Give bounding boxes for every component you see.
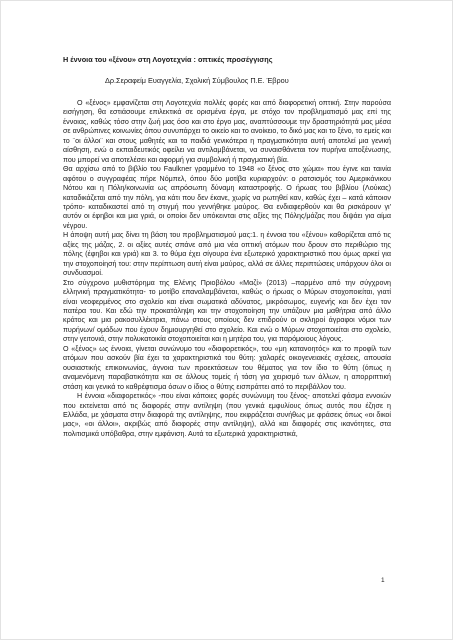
paragraph: Ο «ξένος» εμφανίζεται στη Λογοτεχνία πολλές φορές και από διαφορετική οπτική. Στην παρούσα εισήγηση, θα εστιάσουμε επιλεκτικά σε ορισμένα έργα, με στόχο τον προβληματισμό μας επί της έννοιας, καθώς τόσο στην ζωή μας όσο και στο έργο μας, αναπτύσσουμε την δραστηριότητά μας μέσα σε ανθρώπινες κοινωνίες όπου συνυπάρχει το οικείο και το ανοίκειο, το δικό μας και το ξένο, το εμείς και το ¨οι άλλοι¨ και στους μαθητές και τα παιδιά γενικότερα η πραγματικότητα αυτή αποτελεί μια γενική αίσθηση, ενώ ο εκπαιδευτικός οφείλει να αντιλαμβάνεται, να συναισθάνεται τον πυρήνα αποξένωσης, που μπορεί να αποτελέσει και αφορμή για συμβολική ή πραγματική βία. bbox=[63, 99, 391, 164]
paragraph: Η άποψη αυτή μας δίνει τη βάση του προβληματισμού μας:1. η έννοια του «ξένου» καθορίζεται από τις αξίες της μάζας, 2. οι αξίες αυτές σπάνε από μια νέα οπτική ατόμων που δρουν στο περιθώριο της πόλης (έφηβοι και γριά) και 3. το θύμα έχει σίγουρα ένα εξωτερικό χαρακτηριστικό που όμως αρκεί για την στοχοποίησή του: στην περίπτωση αυτή είναι μαύρος, αλλά σε άλλες περιπτώσεις υπάρχουν όλοι οι συνδυασμοί. bbox=[63, 231, 391, 278]
paragraph: Στο σύγχρονο μυθιστόρημα της Ελένης Πριοβόλου «Μαζί» (2013) –παρμένο από την σύγχρονη ελληνική πραγματικότητα- το μοτίβο επαναλαμβάνεται, καθώς ο ήρωας ο Μύρων στοχοποιείται, γιατί είναι νεοφερμένος στο σχολείο και είναι σωματικά αδύνατος, μικρόσωμος, ευγενής και δεν έχει τον πατέρα του. Και εδώ την προκατάληψη και την στοχοποίηση την υπάζουν μια μαθήτρια από άλλο κράτος και μια ρακοσυλλέκτρια, πάνω στους οποίους δεν επιδρούν οι σκληροί άγραφοι νόμοι των πυρήνων/ ομάδων που έχουν δημιουργηθεί στο σχολείο. Και ενώ ο Μύρων στοχοποιείται στο σχολείο, στην γειτονιά, στην πολυκατοικία στοχοποιείται και η μητέρα του, για παρόμοιους λόγους. bbox=[63, 278, 391, 344]
paragraph: Ο «ξένος» ως έννοια, γίνεται συνώνυμο του «διαφορετικός», του «μη κατανοητός» και το προφίλ των ατόμων που ασκούν βία έχει τα χαρακτηριστικά του θύτη: χαλαρές οικογενειακές σχέσεις, απουσία ουσιαστικής επικοινωνίας, άγνοια των προεκτάσεων του θέματος για τον ίδιο το θύτη (όπως η αναμενόμενη παραβατικότητα και σε άλλους τομείς ή τάση για χειρισμό των άλλων, η απορριπτική στάση και γενικά το καθρέφτισμα όσων ο ίδιος ο θύτης εισπράττει από το περιβάλλον του. bbox=[63, 344, 391, 391]
document-author: Δρ.Σεραφείμ Ευαγγελία, Σχολική Σύμβουλος Π.Ε. Έβρου bbox=[105, 76, 289, 85]
paragraph: Θα αρχίσω από το βιβλίο του Faulkner γραμμένο το 1948 «ο ξένος στο χώμα» που έγινε και ταινία αφότου ο συγγραφέας πήρε Νόμπελ, όπου δύο μοτίβα κυριαρχούν: ο ρατσισμός του Αμερικάνικου Νότου και η Πόλη/κοινωνία ως απρόσωπη δύναμη καταστροφής. Ο ήρωας του βιβλίου (Λούκας) καταδικάζεται από την πόλη, για κάτι που δεν έκανε, χωρίς να ρωτηθεί καν, καθώς έχει – κατά κάποιον τρόπο- καταδικαστεί από τη στιγμή που γεννήθηκε μαύρος. Θα ενδιαφερθούν και θα ρισκάρουν γι' αυτόν οι έφηβοι και μια γριά, οι οποίοι δεν υπόκεινται στις αξίες της Πόλης/μάζας που διψάει για αίμα νέγρου. bbox=[63, 165, 391, 230]
document-title: Η έννοια του «ξένου» στη Λογοτεχνία : οπτικές προσέγγισης bbox=[63, 55, 273, 64]
page-number: 1 bbox=[381, 577, 385, 584]
document-body bbox=[63, 99, 391, 439]
paragraph: Η έννοια «διαφορετικός» -που είναι κάποιες φορές συνώνυμη του ξένος- αποτελεί φάσμα εννοιών που εκτείνεται από τις διαφορές στην αντίληψη (που γενικά εμφυλίους όπως αυτός που έζησε η Ελλάδα, με χάσματα στην διαφορά της αντίληψης, που εκφράζεται συνήθως με φράσεις όπως «οι δικοί μας», «οι άλλοι», ακριβώς από διαφορές στην αντίληψη), αλλά και διαφορές στις ικανότητες, στα πολιτισμικά υπόβαθρα, στην εμφάνιση. Αυτά τα εξωτερικά χαρακτηριστικά, bbox=[63, 392, 391, 438]
